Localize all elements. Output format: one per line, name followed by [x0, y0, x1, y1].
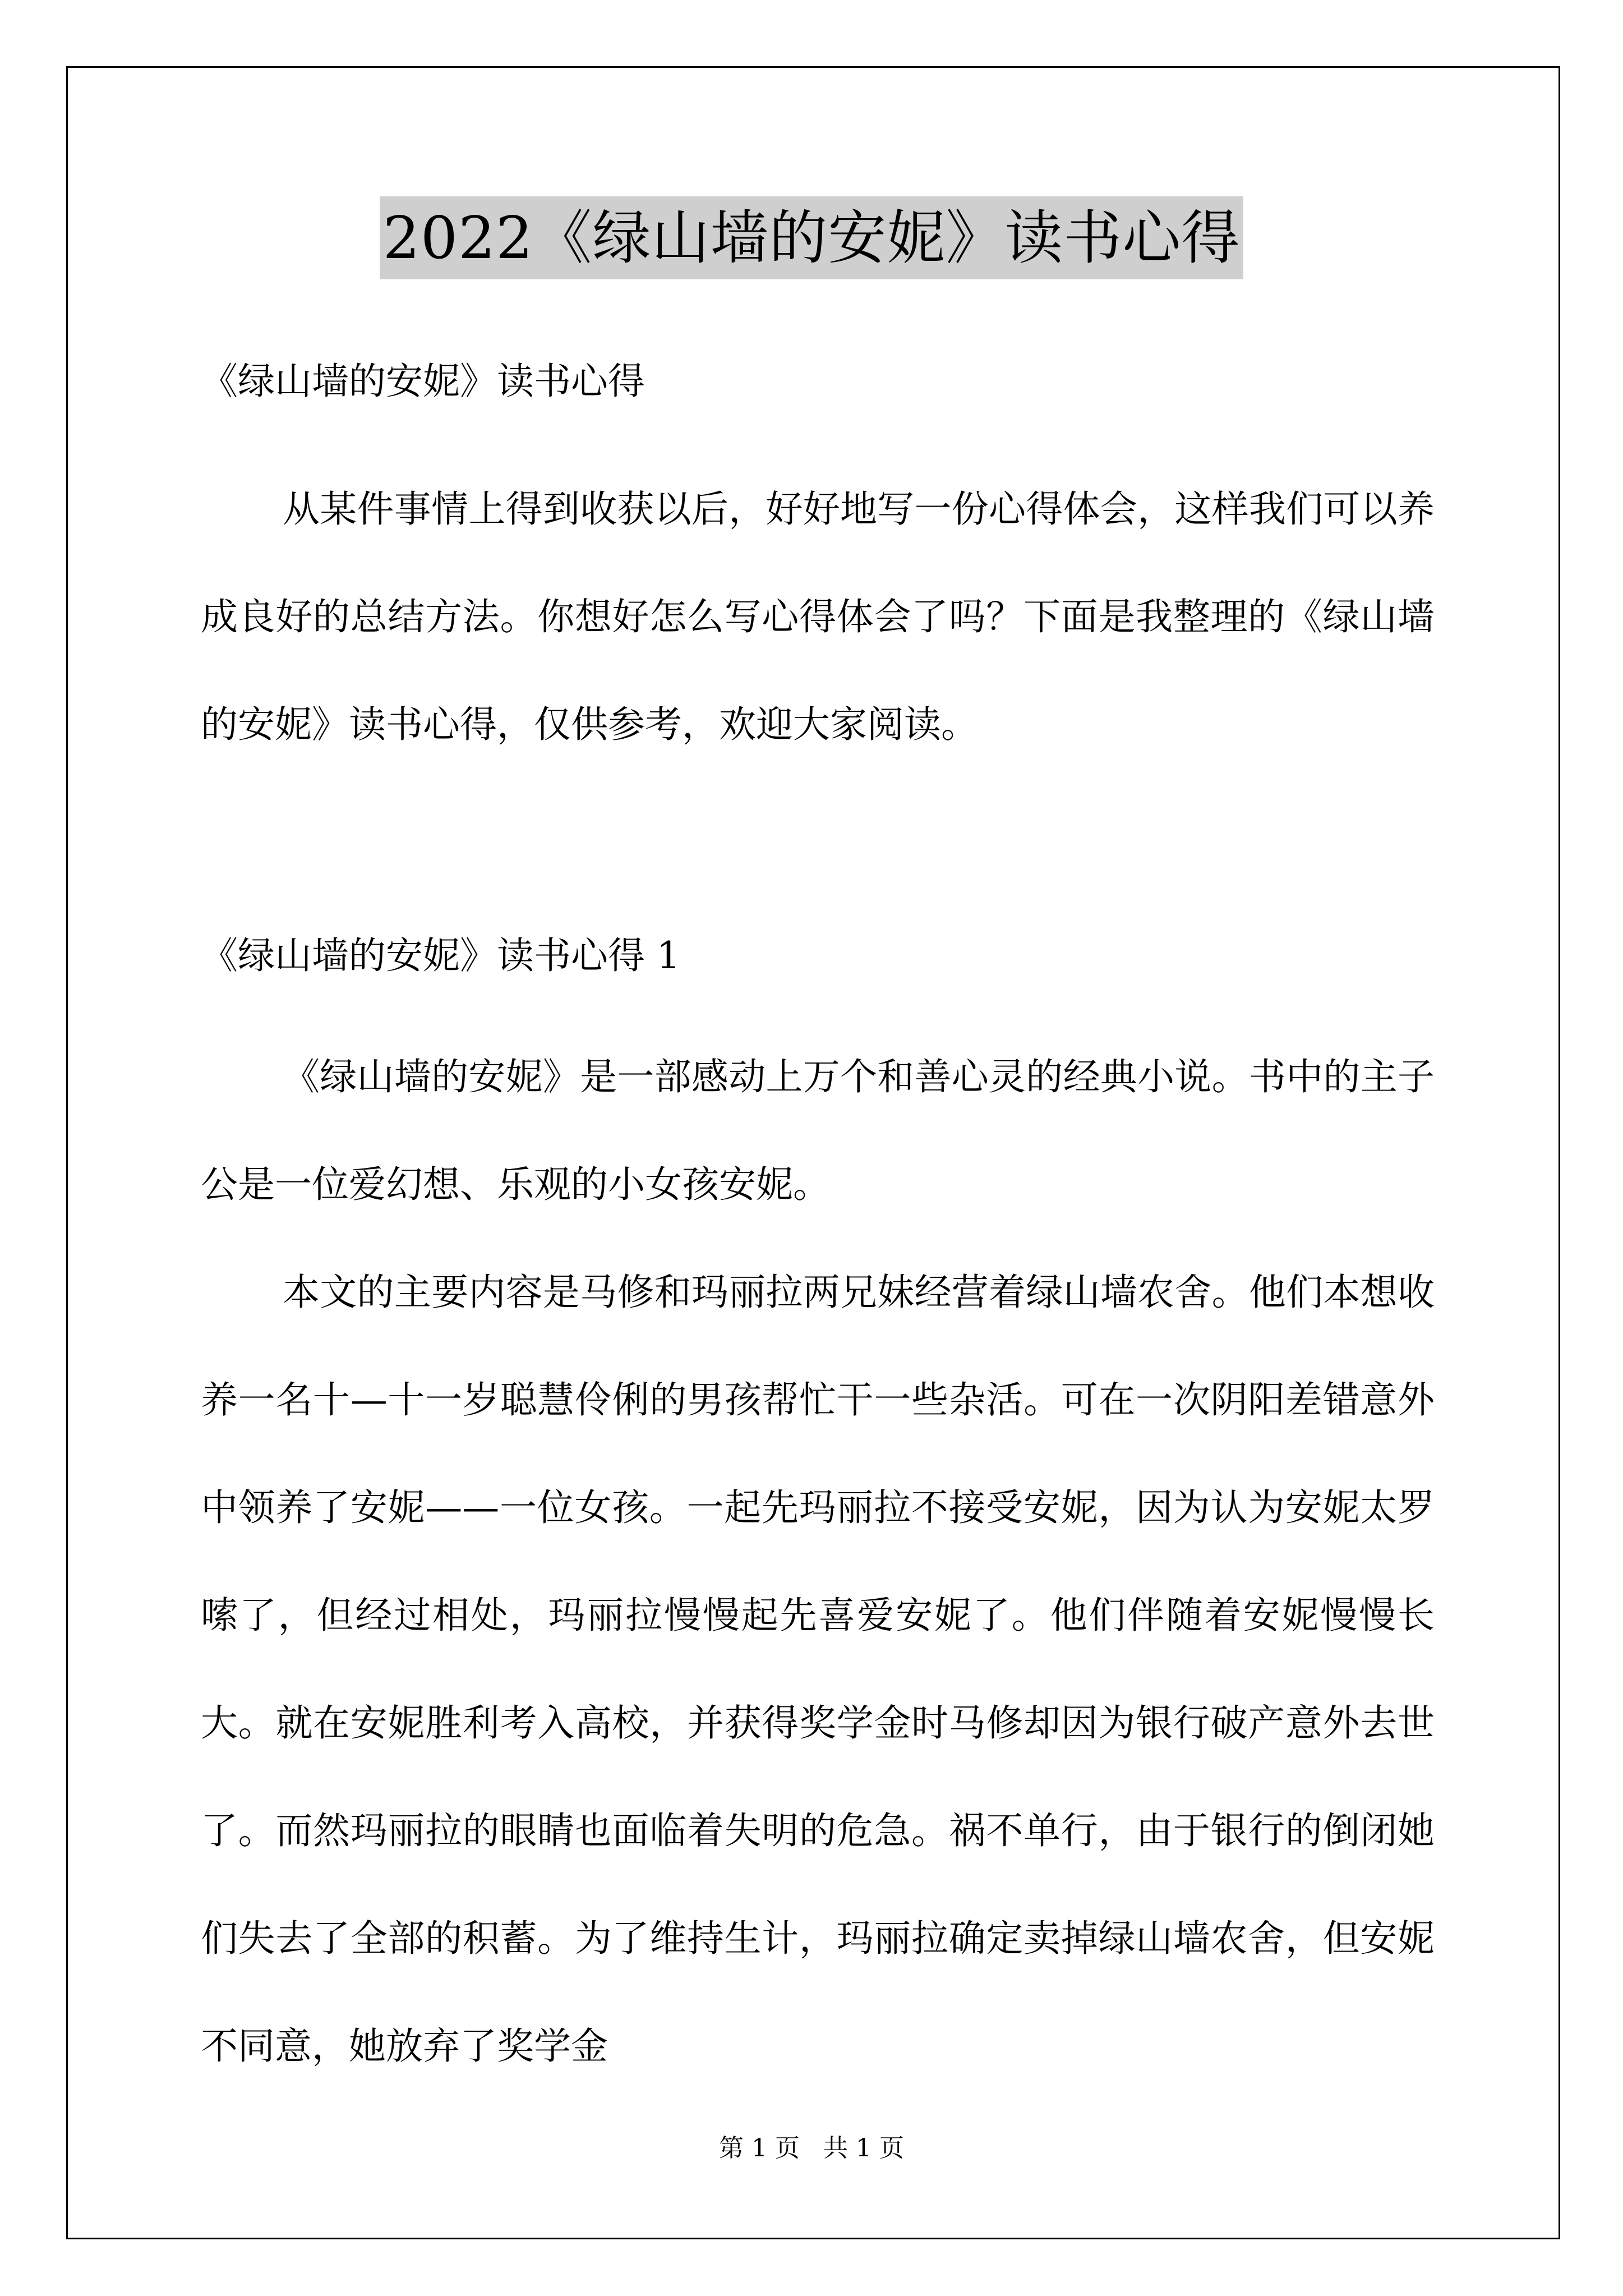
page-number: 第 1 页: [719, 2134, 800, 2162]
body-paragraph: 本文的主要内容是马修和玛丽拉两兄妹经营着绿山墙农舍。他们本想收养一名十—十一岁聪慧伶俐的男孩帮忙干一些杂活。可在一次阴阳差错意外中领养了安妮——一位女孩。一起先玛丽拉不接受安妮，因为认为安妮太罗嗦了，但经过相处，玛丽拉慢慢起先喜爱安妮了。他们伴随着安妮慢慢长大。就在安妮胜利考入高校，并获得奖学金时马修却因为银行破产意外去世了。而然玛丽拉的眼睛也面临着失明的危急。祸不单行，由于银行的倒闭她们失去了全部的积蓄。为了维持生计，玛丽拉确定卖掉绿山墙农舍，但安妮不同意，她放弃了奖学金: [201, 1271, 1435, 2068]
section-heading: 《绿山墙的安妮》读书心得 1: [201, 934, 680, 977]
document-title: 2022《绿山墙的安妮》读书心得: [380, 196, 1244, 279]
intro-paragraph: 从某件事情上得到收获以后，好好地写一份心得体会，这样我们可以养成良好的总结方法。你想好怎么写心得体会了吗？下面是我整理的《绿山墙的安妮》读书心得，仅供参考，欢迎大家阅读。: [201, 487, 1435, 746]
title-container: [0, 196, 1623, 279]
page-total: 共 1 页: [823, 2134, 904, 2162]
subtitle: 《绿山墙的安妮》读书心得: [201, 360, 645, 403]
document-body: [201, 348, 1435, 2100]
body-paragraph: 《绿山墙的安妮》是一部感动上万个和善心灵的经典小说。书中的主子公是一位爱幻想、乐观的小女孩安妮。: [201, 1055, 1435, 1206]
page-footer: [0, 2132, 1623, 2165]
